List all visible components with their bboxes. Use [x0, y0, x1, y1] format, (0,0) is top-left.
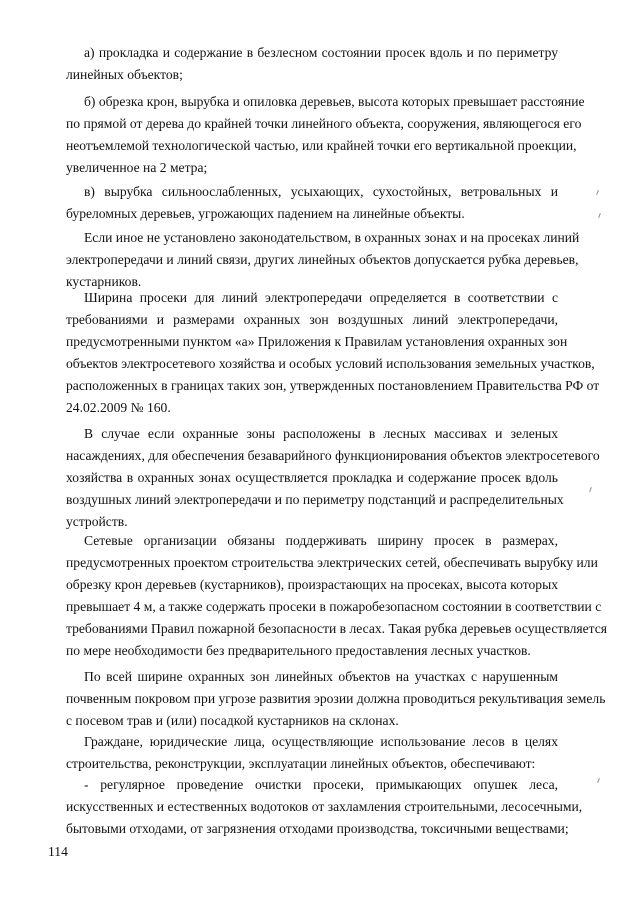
paragraph-line: требованиями и размерами охранных зон воздушных линий электропередачи, — [66, 312, 558, 327]
paragraph-line: по мере необходимости без предварительного предоставления лесных участков. — [66, 643, 531, 658]
paragraph-line: неотъемлемой технологической частью, или крайней точки его вертикальной проекции, — [66, 138, 577, 153]
paragraph-line: с посевом трав и (или) посадкой кустарников на склонах. — [66, 713, 399, 728]
paragraph-line: искусственных и естественных водотоков от захламления строительными, лесосечными, — [66, 799, 583, 814]
page-number: 114 — [48, 844, 68, 859]
paragraph-line: почвенным покровом при угрозе развития эрозии должна проводиться рекультивация земель — [66, 691, 606, 706]
scan-mark — [598, 213, 601, 218]
paragraph-line: по прямой от дерева до крайней точки линейного объекта, сооружения, являющегося его — [66, 116, 582, 131]
paragraph-line: строительства, реконструкции, эксплуатации линейных объектов, обеспечивают: — [66, 756, 536, 771]
paragraph-line: 24.02.2009 № 160. — [66, 400, 171, 415]
paragraph-line: хозяйства в охранных зонах осуществляется прокладка и содержание просек вдоль — [66, 470, 558, 485]
scan-mark — [589, 487, 592, 492]
paragraph-line: В случае если охранные зоны расположены в лесных массивах и зеленых — [84, 426, 558, 441]
paragraph-line: предусмотренными пунктом «а» Приложения к Правилам установления охранных зон — [66, 334, 568, 349]
paragraph-line: - регулярное проведение очистки просеки, примыкающих опушек леса, — [84, 777, 558, 792]
paragraph-line: устройств. — [66, 514, 128, 529]
paragraph-line: линейных объектов; — [66, 67, 183, 82]
paragraph-line: электропередачи и линий связи, других линейных объектов допускается рубка деревьев, — [66, 252, 579, 267]
paragraph-line: увеличенное на 2 метра; — [66, 160, 208, 175]
paragraph-line: расположенных в границах таких зон, утвержденных постановлением Правительства РФ от — [66, 378, 600, 393]
paragraph-line: а) прокладка и содержание в безлесном состоянии просек вдоль и по периметру — [84, 45, 558, 60]
paragraph-line: Граждане, юридические лица, осуществляющие использование лесов в целях — [84, 734, 558, 749]
paragraph-line: Если иное не установлено законодательством, в охранных зонах и на просеках линий — [84, 230, 580, 245]
paragraph-line: б) обрезка крон, вырубка и опиловка деревьев, высота которых превышает расстояние — [84, 94, 585, 109]
paragraph-line: бытовыми отходами, от загрязнения отходами производства, токсичными веществами; — [66, 821, 569, 836]
paragraph-line: требованиями Правил пожарной безопасности в лесах. Такая рубка деревьев осуществляется — [66, 621, 608, 636]
paragraph-line: в) вырубка сильноослабленных, усыхающих, сухостойных, ветровальных и — [84, 184, 558, 199]
paragraph-line: воздушных линий электропередачи и по периметру подстанций и распределительных — [66, 492, 564, 507]
paragraph-line: обрезку крон деревьев (кустарников), произрастающих на просеках, высота которых — [66, 577, 558, 592]
paragraph-line: кустарников. — [66, 274, 142, 289]
paragraph-line: буреломных деревьев, угрожающих падением на линейные объекты. — [66, 206, 465, 221]
paragraph-line: По всей ширине охранных зон линейных объектов на участках с нарушенным — [84, 669, 558, 684]
paragraph-line: Сетевые организации обязаны поддерживать ширину просек в размерах, — [84, 533, 558, 548]
paragraph-line: объектов электросетевого хозяйства и особых условий использования земельных участков, — [66, 356, 595, 371]
scan-mark — [596, 190, 599, 195]
paragraph-line: превышает 4 м, а также содержать просеки в пожаробезопасном состоянии в соответствии с — [66, 599, 602, 614]
scan-mark — [597, 778, 600, 783]
paragraph-line: насаждениях, для обеспечения безаварийного функционирования объектов электросетевого — [66, 448, 600, 463]
paragraph-line: предусмотренных проектом строительства электрических сетей, обеспечивать вырубку или — [66, 555, 598, 570]
paragraph-line: Ширина просеки для линий электропередачи определяется в соответствии с — [84, 290, 558, 305]
